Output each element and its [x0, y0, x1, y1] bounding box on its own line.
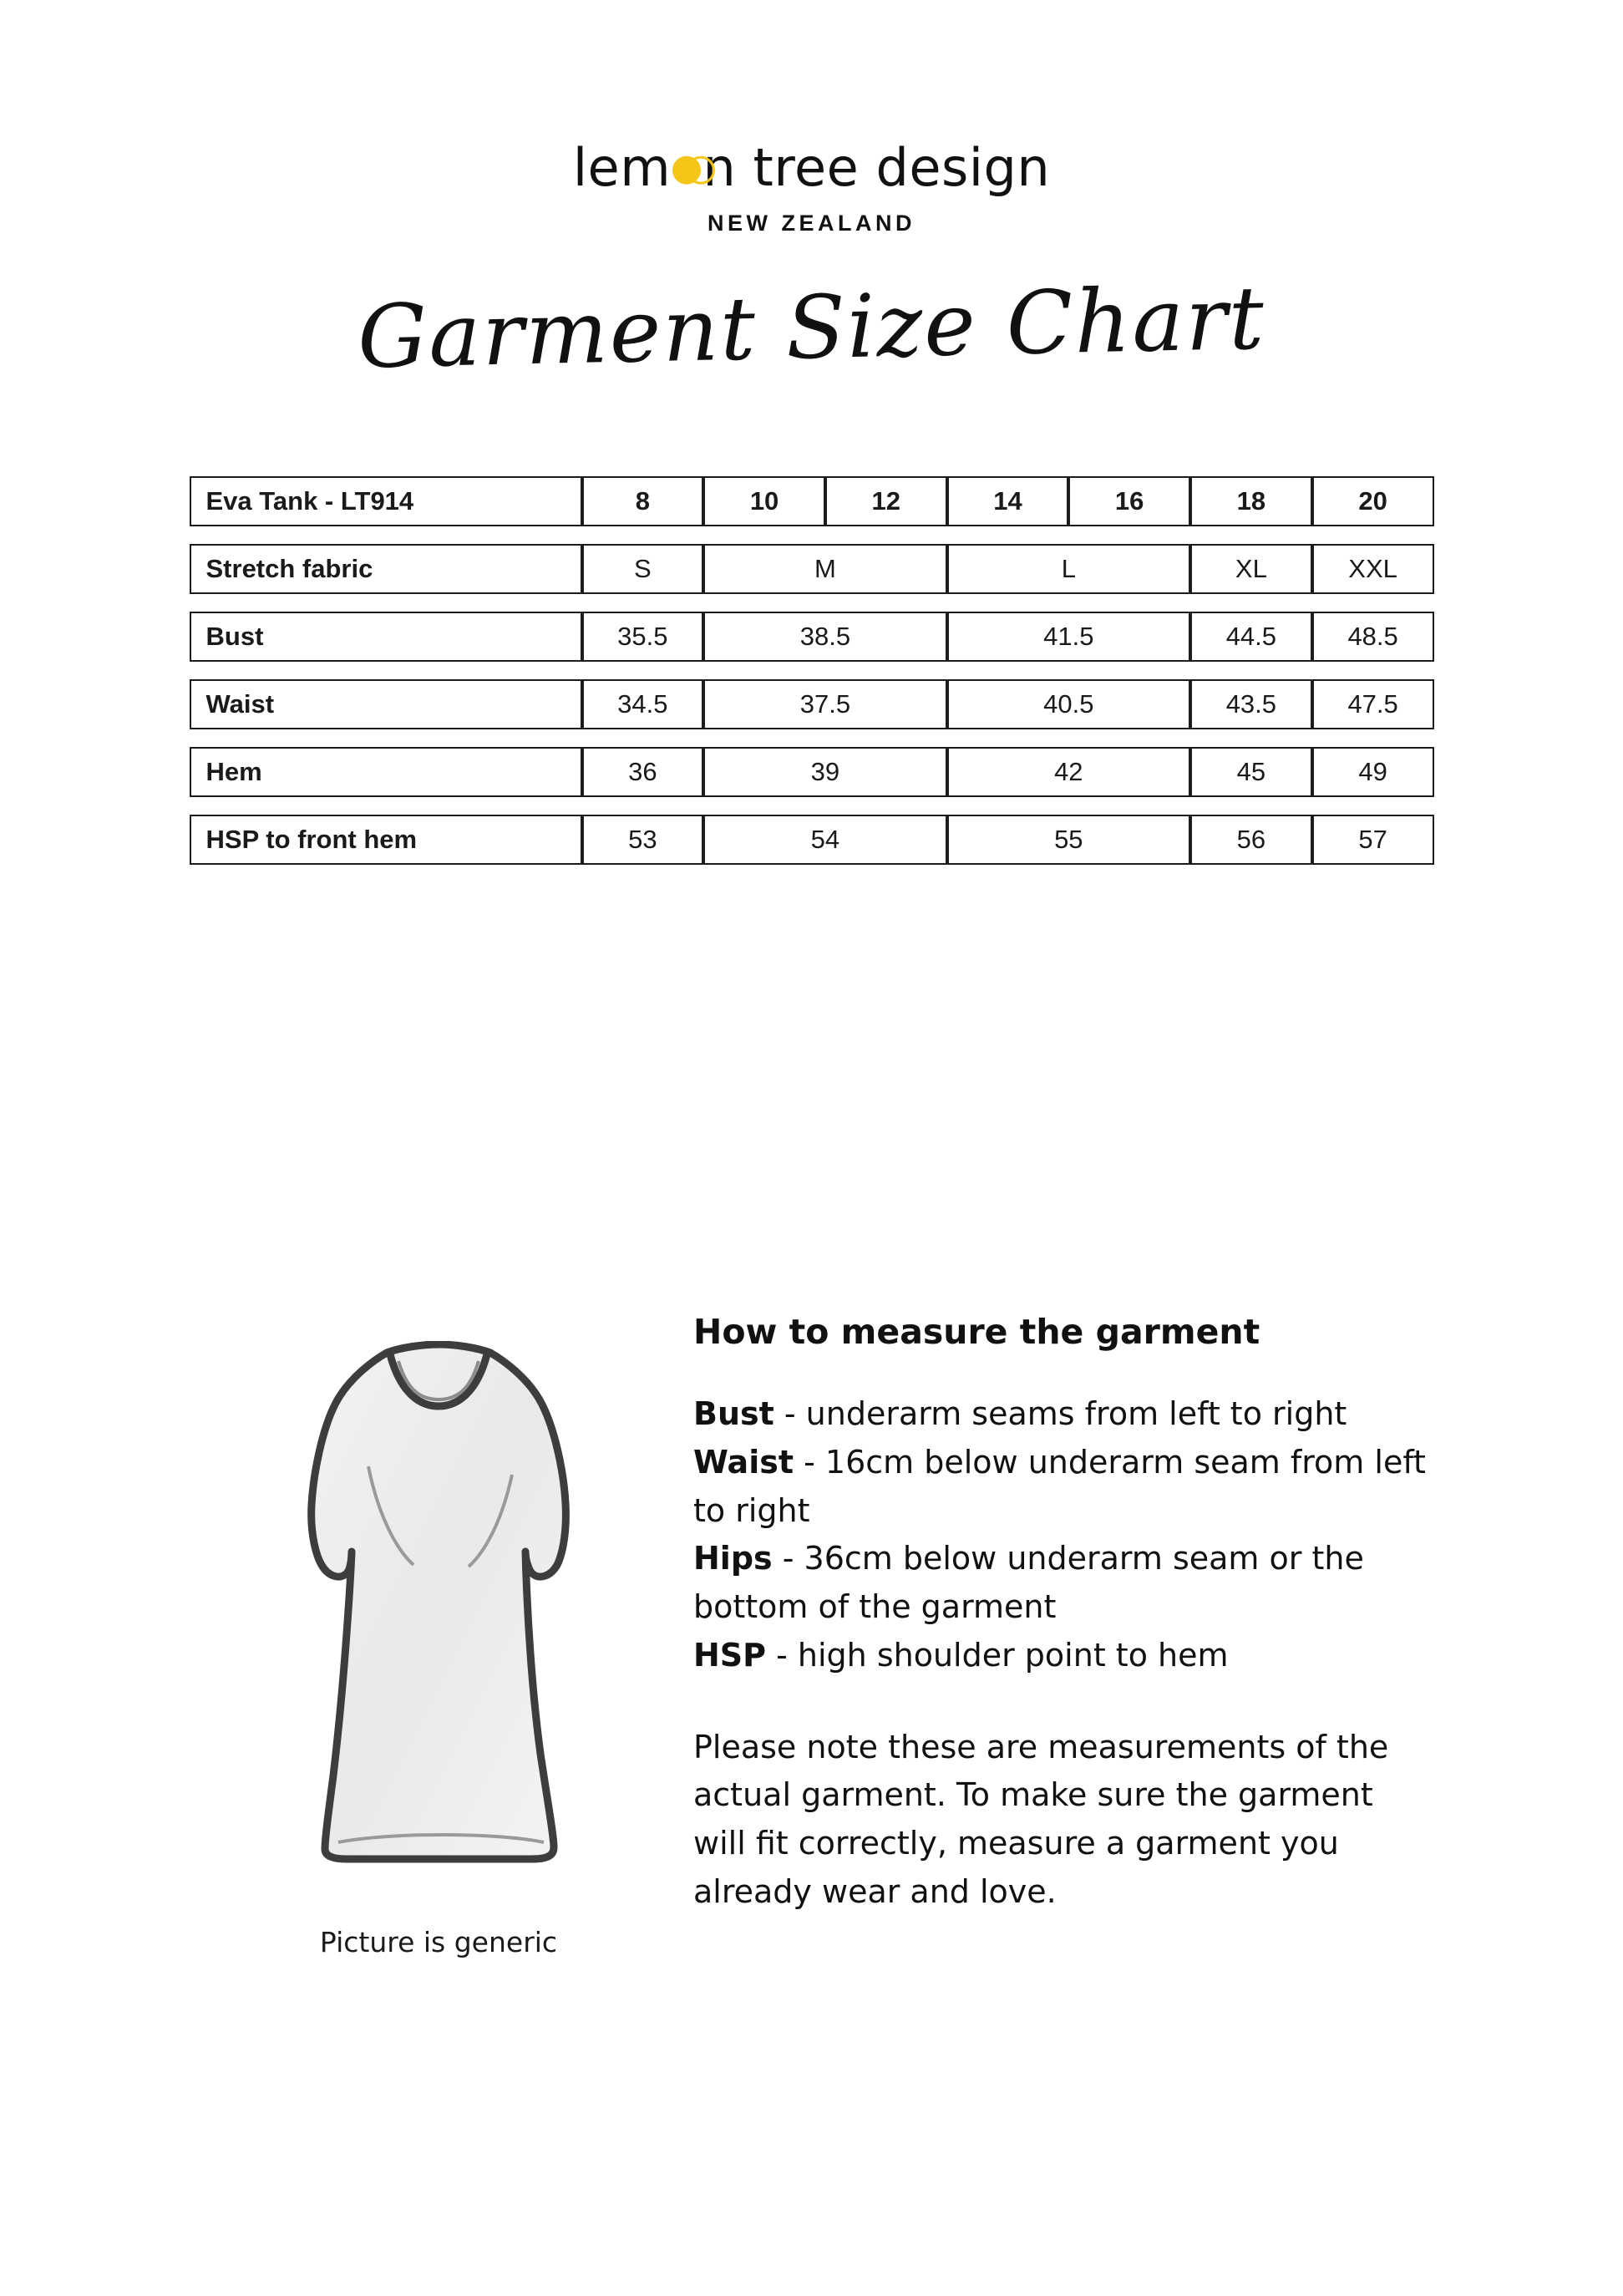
table-cell: S — [582, 544, 704, 594]
measure-item-text: - underarm seams from left to right — [773, 1395, 1347, 1432]
how-to-measure-list — [693, 1390, 1428, 1680]
table-cell: XXL — [1312, 544, 1434, 594]
table-row — [190, 747, 1434, 797]
measure-item — [693, 1535, 1428, 1632]
table-cell: 40.5 — [947, 679, 1190, 729]
measure-item-term: HSP — [693, 1636, 767, 1674]
table-cell: 54 — [703, 815, 946, 865]
lemon-dot-icon — [672, 156, 701, 185]
brand-country: NEW ZEALAND — [708, 211, 915, 236]
table-cell: XL — [1190, 544, 1312, 594]
row-label: Bust — [190, 612, 582, 662]
row-label: Hem — [190, 747, 582, 797]
table-cell: 18 — [1190, 476, 1312, 526]
table-cell: 8 — [582, 476, 704, 526]
table-row — [190, 476, 1434, 526]
measure-item-term: Waist — [693, 1443, 794, 1481]
brand-wordmark-part2: n tree design — [702, 137, 1051, 198]
table-cell: 37.5 — [703, 679, 946, 729]
table-cell: 20 — [1312, 476, 1434, 526]
table-cell: 38.5 — [703, 612, 946, 662]
garment-illustration-column — [0, 1303, 668, 1958]
row-label: Stretch fabric — [190, 544, 582, 594]
row-label: HSP to front hem — [190, 815, 582, 865]
table-cell: 57 — [1312, 815, 1434, 865]
table-row — [190, 815, 1434, 865]
table-cell: 48.5 — [1312, 612, 1434, 662]
measure-item-text: - high shoulder point to hem — [766, 1636, 1229, 1674]
table-cell: 10 — [703, 476, 825, 526]
table-cell: 44.5 — [1190, 612, 1312, 662]
how-to-measure-column — [668, 1303, 1504, 1917]
tank-top-illustration-icon — [288, 1341, 589, 1876]
table-cell: 35.5 — [582, 612, 704, 662]
table-cell: 47.5 — [1312, 679, 1434, 729]
page-title: Garment Size Chart — [356, 267, 1267, 389]
table-row — [190, 679, 1434, 729]
measure-item-term: Hips — [693, 1540, 773, 1577]
table-cell: 43.5 — [1190, 679, 1312, 729]
table-row — [190, 612, 1434, 662]
how-to-measure-heading: How to measure the garment — [693, 1312, 1260, 1352]
table-cell: 41.5 — [947, 612, 1190, 662]
measure-item-text: - 36cm below underarm seam or the bottom of the garment — [693, 1540, 1364, 1625]
table-cell: 14 — [947, 476, 1069, 526]
brand-wordmark — [572, 137, 1051, 198]
lower-section — [0, 1303, 1623, 1958]
measure-item — [693, 1390, 1428, 1439]
table-cell: 45 — [1190, 747, 1312, 797]
table-row — [190, 544, 1434, 594]
table-cell: L — [947, 544, 1190, 594]
row-label: Waist — [190, 679, 582, 729]
size-table-wrapper — [190, 459, 1434, 882]
table-cell: 36 — [582, 747, 704, 797]
measure-item-term: Bust — [693, 1395, 774, 1432]
table-cell: 55 — [947, 815, 1190, 865]
brand-header — [0, 0, 1623, 236]
table-cell: M — [703, 544, 946, 594]
table-cell: 12 — [825, 476, 947, 526]
brand-lemon-dot-holder — [671, 142, 702, 194]
size-table-body — [190, 476, 1434, 865]
measure-item-text: - 16cm below underarm seam from left to right — [693, 1443, 1426, 1529]
measure-item — [693, 1632, 1428, 1680]
table-cell: 34.5 — [582, 679, 704, 729]
table-cell: 16 — [1068, 476, 1190, 526]
size-table — [190, 459, 1434, 882]
measure-item — [693, 1439, 1428, 1536]
table-cell: 39 — [703, 747, 946, 797]
row-label: Eva Tank - LT914 — [190, 476, 582, 526]
table-cell: 49 — [1312, 747, 1434, 797]
table-cell: 42 — [947, 747, 1190, 797]
brand-wordmark-part1: lem — [572, 137, 672, 198]
table-cell: 53 — [582, 815, 704, 865]
measurement-note: Please note these are measurements of the actual garment. To make sure the garment will fit correctly, measure a garment you already wear and love. — [693, 1728, 1389, 1910]
table-cell: 56 — [1190, 815, 1312, 865]
garment-caption: Picture is generic — [319, 1926, 558, 1958]
